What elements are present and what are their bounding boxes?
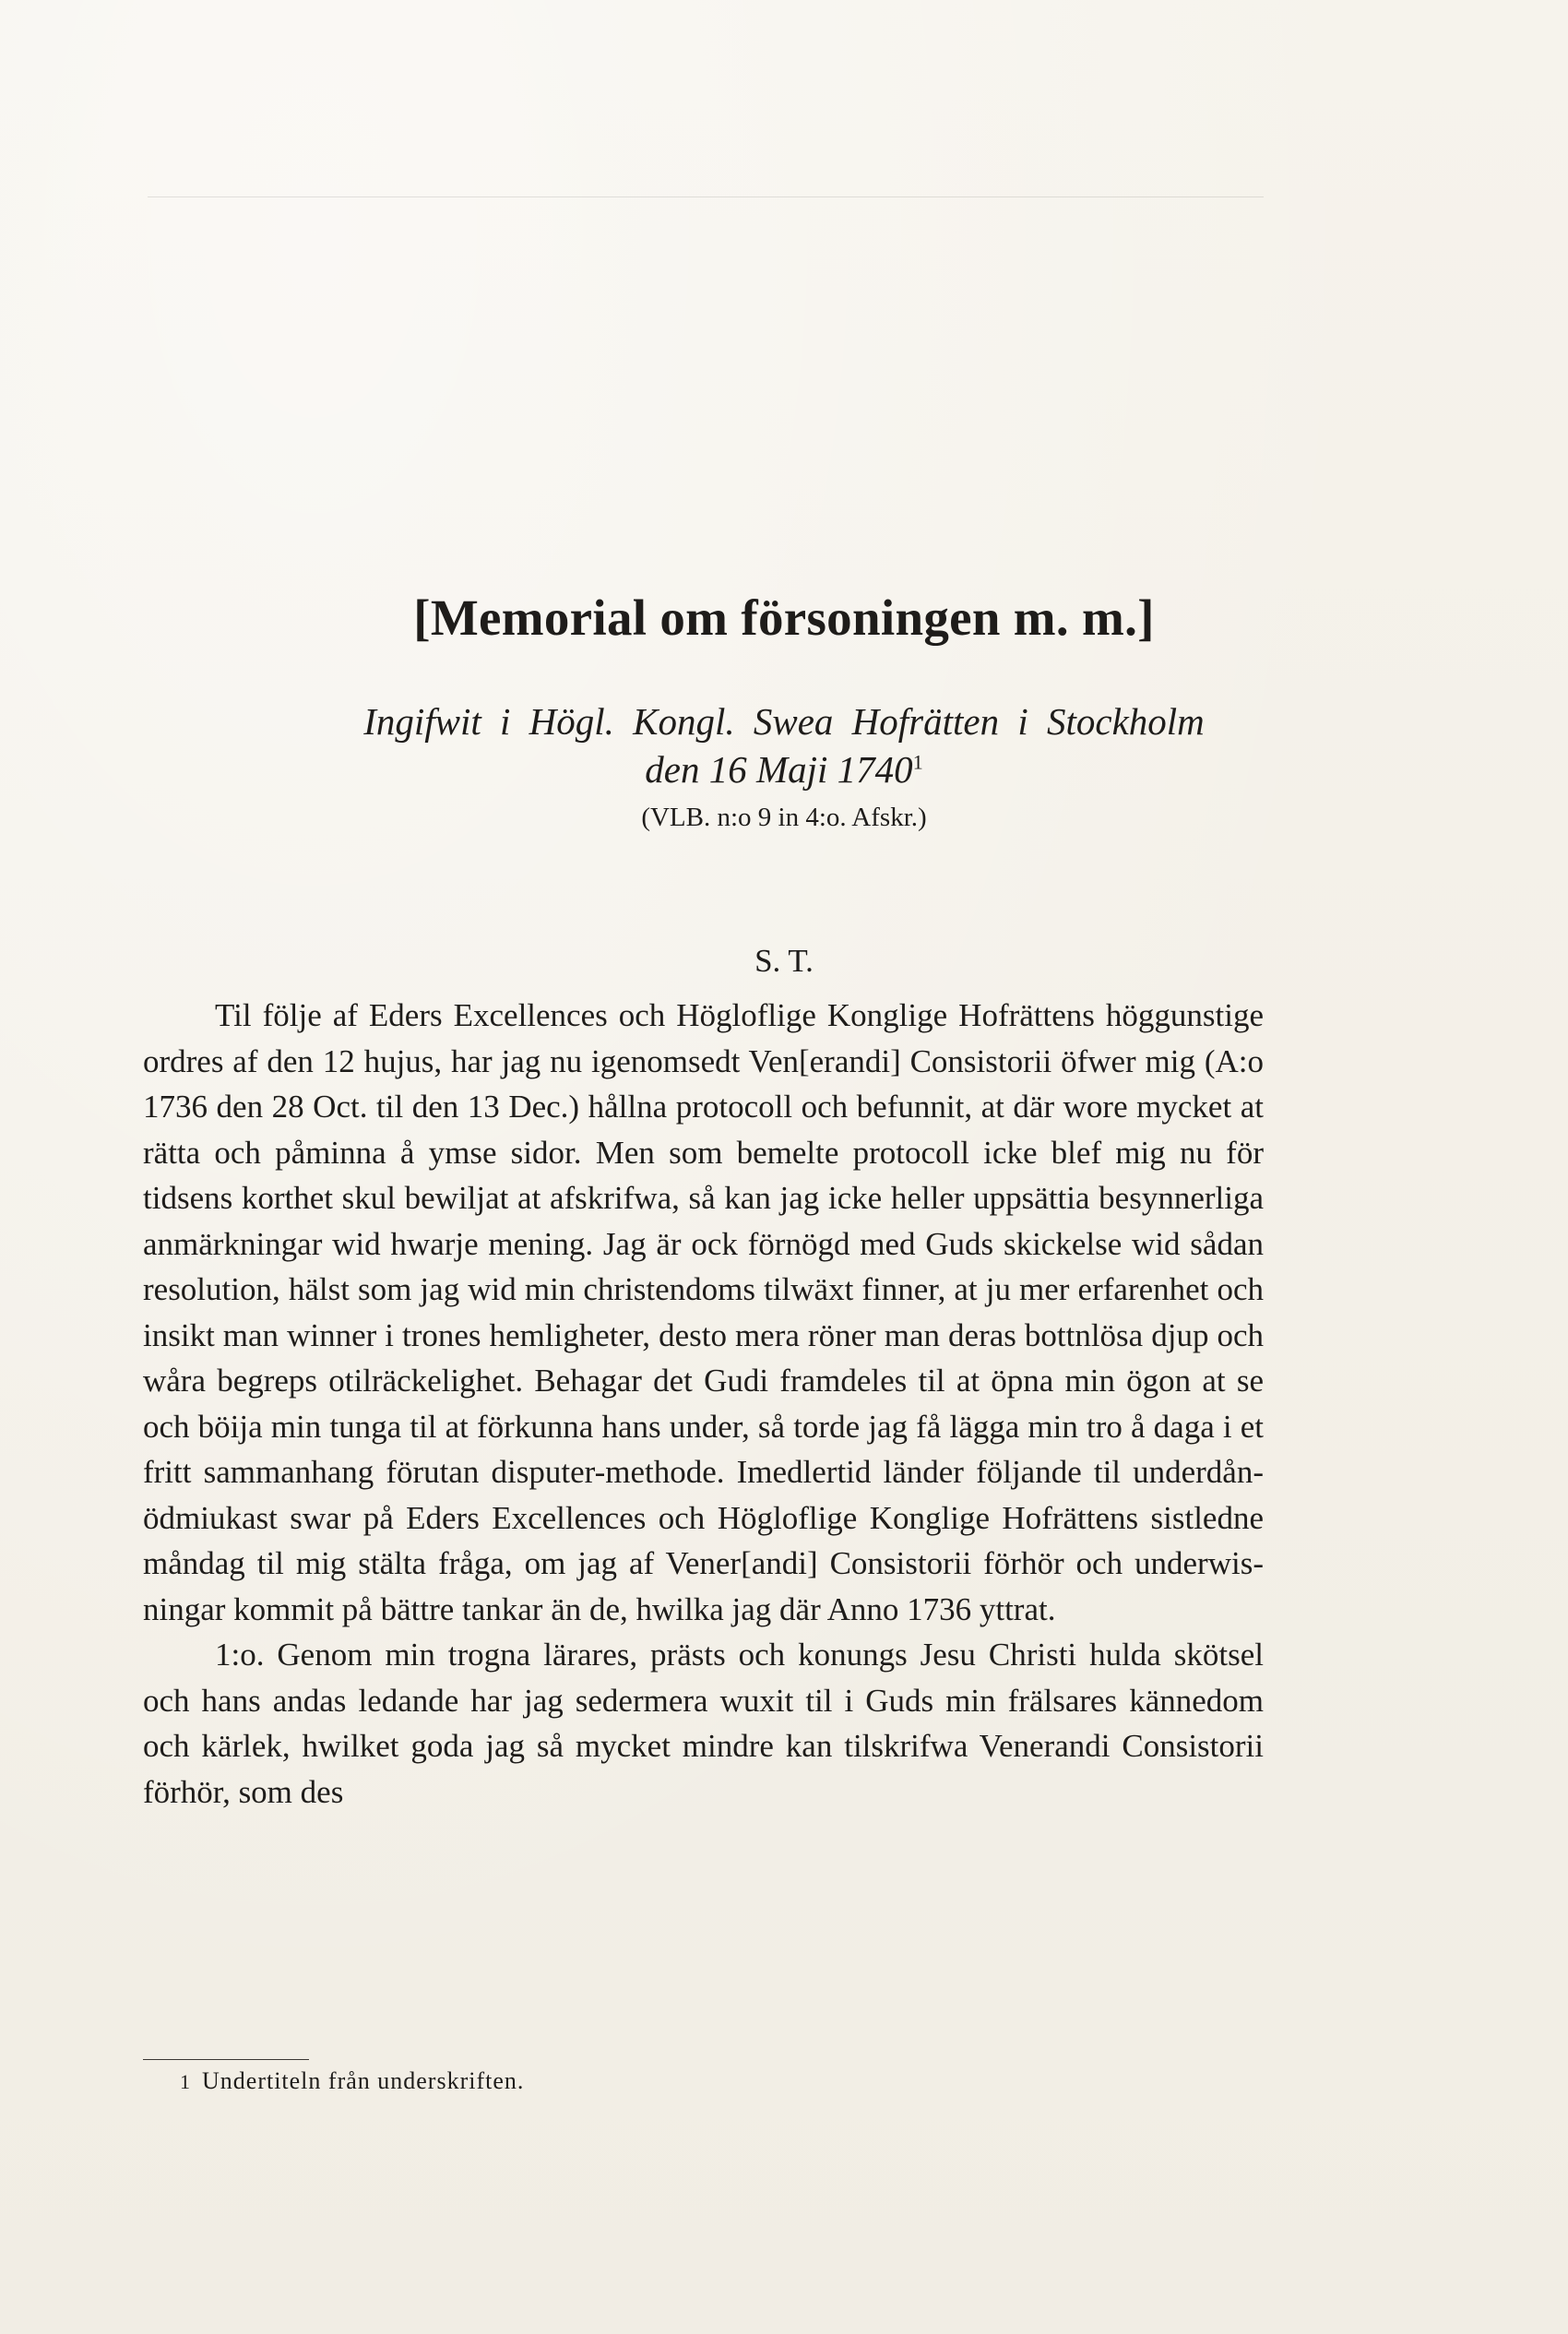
subtitle-line-2 (0, 747, 1568, 792)
paragraph: 1:o. Genom min trogna lärares, prästs och konungs Jesu Christi hulda skötsel och hans andas ledande har jag sedermera wuxit til i Guds min frälsares kännedom och kärlek, hwilket goda jag så mycket mindre kan tilskrifwa Venerandi Consistorii förhör, som des (143, 1637, 1264, 1810)
source-note: (VLB. n:o 9 in 4:o. Afskr.) (641, 803, 927, 832)
footnote-rule (143, 2059, 309, 2060)
document-title: [Memorial om försoningen m. m.] (413, 589, 1155, 646)
paragraph: Til följe af Eders Excellences och Högloflige Konglige Hofrättens höggunstige ordres af den 12 hujus, har jag nu igenomsedt Ven[erandi] Consistorii öfwer mig (A:o 1736 den 28 Oct. til den 13 Dec.) hållna protocoll och befunnit, at där wore mycket at rätta och påminna å ymse sidor. Men som bemelte protocoll icke blef mig nu för tidsens korthet skul bewiljat at afskrifwa, så kan jag icke heller uppsättia besynnerliga anmärkningar wid hwarje mening. Jag är ock förnögd med Guds skickelse wid sådan resolution, hälst som jag wid min christendoms tilwäxt finner, at ju mer erfarenhet och insikt man winner i trones hemligheter, desto mera röner man deras bottnlösa djup och wåra begreps otilräckelighet. Behagar det Gudi framdeles til at öpna min ögon at se och böija min tunga til at förkunna hans under, så torde jag få lägga min tro å daga i et fritt sammanhang förutan disputer-methode. Imedlertid länder följande til underdån-ödmiukast swar på Eders Excellences och Högloflige Konglige Hofrättens sistledne måndag til mig stälta fråga, om jag af Vener[andi] Consistorii förhör och underwisningar kommit på bättre tankar än de, hwilka jag där Anno 1736 yttrat. (143, 997, 1264, 1627)
footnote (180, 2067, 524, 2095)
footnote-text: Undertiteln från underskriften. (202, 2067, 525, 2094)
body-text (143, 993, 1264, 1815)
subtitle-line-1: Ingifwit i Högl. Kongl. Swea Hofrätten i Stockholm (363, 700, 1205, 743)
subtitle-date: den 16 Maji 1740 (645, 748, 913, 791)
footnote-reference: 1 (912, 750, 923, 774)
salutation: S. T. (754, 943, 814, 979)
footnote-marker: 1 (180, 2070, 191, 2093)
header-rule (148, 196, 1264, 197)
